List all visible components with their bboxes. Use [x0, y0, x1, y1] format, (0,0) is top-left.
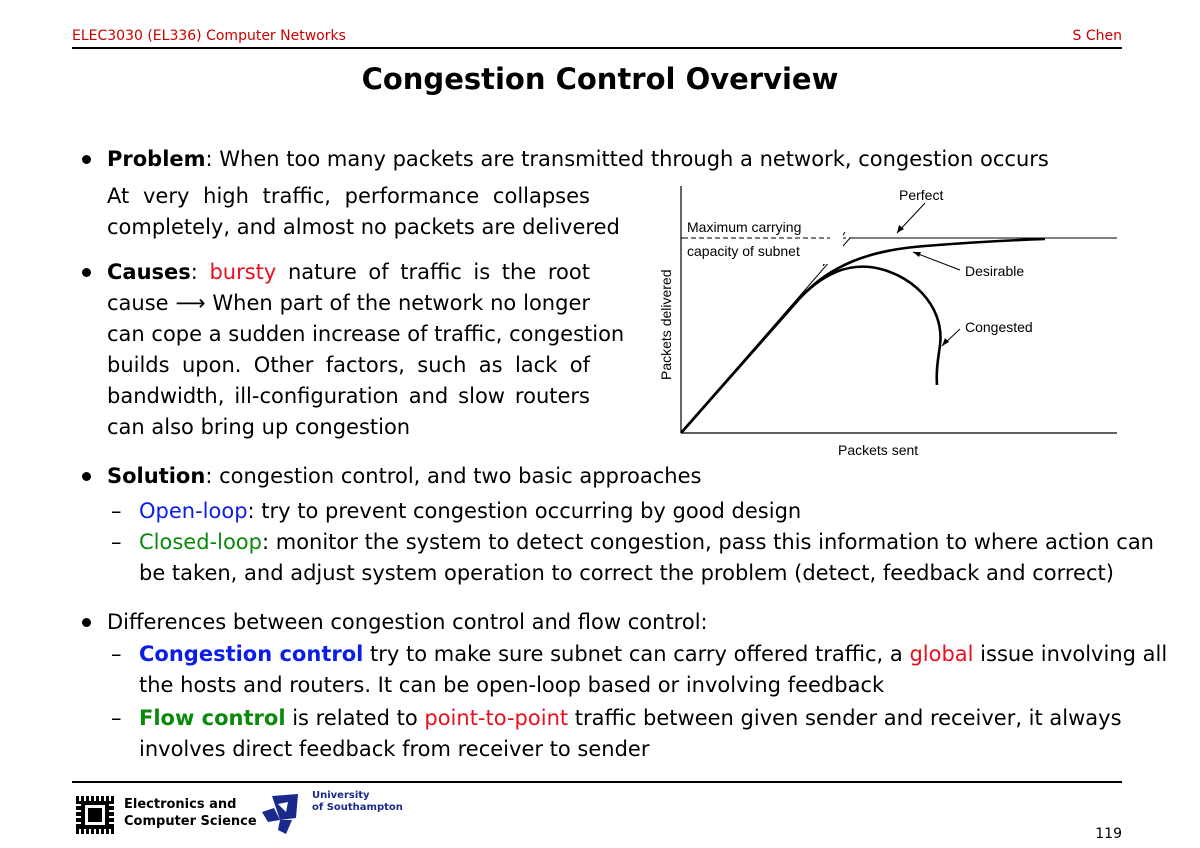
flow-dash: –	[111, 706, 122, 730]
ecs-chip-icon	[76, 796, 114, 834]
problem-sub-line1: At very high traffic, performance collapses	[107, 184, 590, 208]
university-crest-icon	[258, 790, 306, 838]
closed-loop-label: Closed-loop	[139, 530, 262, 554]
congestion-text-b: issue involving all	[973, 642, 1168, 666]
author-name: S Chen	[1072, 28, 1122, 44]
flow-control-label: Flow control	[139, 706, 286, 730]
open-loop-line	[139, 496, 801, 527]
causes-line5: bandwidth, ill-configuration and slow routers	[107, 384, 590, 408]
problem-line	[107, 144, 1049, 175]
uos-logo-text	[312, 790, 403, 814]
flow-control-line	[139, 703, 1122, 734]
closed-loop-line2: be taken, and adjust system operation to correct the problem (detect, feedback and correct)	[139, 561, 1114, 585]
bullet-differences	[82, 618, 91, 627]
ecs-line1: Electronics and	[124, 797, 237, 812]
y-axis-label: Packets delivered	[658, 269, 674, 380]
perfect-curve	[681, 238, 1117, 433]
solution-text: : congestion control, and two basic approaches	[205, 464, 702, 488]
bullet-problem	[82, 155, 91, 164]
ecs-logo-text	[124, 796, 257, 830]
causes-line1	[107, 257, 590, 288]
congested-curve	[681, 267, 940, 433]
congestion-dash: –	[111, 642, 122, 666]
problem-label: Problem	[107, 147, 206, 171]
closed-loop-text: : monitor the system to detect congestion, pass this information to where action can	[261, 530, 1154, 554]
label-perfect: Perfect	[899, 187, 944, 203]
uos-line1: University	[312, 790, 370, 801]
differences-intro: Differences between congestion control and flow control:	[107, 610, 708, 634]
congestion-figure	[655, 180, 1125, 465]
causes-colon: :	[190, 260, 198, 284]
causes-line6: can also bring up congestion	[107, 415, 411, 439]
flow-highlight: point-to-point	[424, 706, 569, 730]
congestion-highlight: global	[909, 642, 974, 666]
solution-line	[107, 461, 701, 492]
problem-sub-line2: completely, and almost no packets are delivered	[107, 215, 620, 239]
flow-text-b: traffic between given sender and receiver, it always	[568, 706, 1122, 730]
course-title: ELEC3030 (EL336) Computer Networks	[72, 28, 346, 44]
causes-line1-rest: nature of traffic is the root	[287, 260, 590, 284]
flow-text-a: is related to	[285, 706, 425, 730]
uos-line2: of Southampton	[312, 802, 403, 813]
congestion-control-label: Congestion control	[139, 642, 364, 666]
causes-line4: builds upon. Other factors, such as lack of	[107, 353, 590, 377]
bullet-causes	[82, 268, 91, 277]
bullet-solution	[82, 472, 91, 481]
ecs-line2: Computer Science	[124, 814, 257, 829]
slide-title: Congestion Control Overview	[361, 62, 839, 96]
header-divider	[72, 47, 1122, 49]
flow-control-line2: involves direct feedback from receiver to sender	[139, 737, 650, 761]
label-max-line1: Maximum carrying	[687, 219, 802, 235]
footer-divider	[72, 781, 1122, 783]
slide-header	[72, 28, 1122, 48]
causes-label: Causes	[107, 260, 191, 284]
desirable-arrow	[913, 252, 960, 270]
open-loop-label: Open-loop	[139, 499, 248, 523]
problem-text: : When too many packets are transmitted through a network, congestion occurs	[205, 147, 1049, 171]
congestion-control-line2: the hosts and routers. It can be open-loop based or involving feedback	[139, 673, 885, 697]
solution-label: Solution	[107, 464, 206, 488]
causes-highlight: bursty	[209, 260, 277, 284]
label-congested: Congested	[965, 319, 1033, 335]
closed-loop-line	[139, 527, 1154, 558]
congestion-text-a: try to make sure subnet can carry offered traffic, a	[363, 642, 910, 666]
causes-line3: can cope a sudden increase of traffic, congestion	[107, 322, 625, 346]
open-loop-text: : try to prevent congestion occurring by good design	[247, 499, 802, 523]
causes-line2: cause ⟶ When part of the network no longer	[107, 291, 590, 315]
label-max-line2: capacity of subnet	[687, 243, 800, 259]
open-loop-dash: –	[111, 499, 122, 523]
page-number: 119	[1095, 826, 1122, 842]
congestion-control-line	[139, 639, 1167, 670]
closed-loop-dash: –	[111, 530, 122, 554]
label-desirable: Desirable	[965, 263, 1025, 279]
x-axis-label: Packets sent	[838, 442, 919, 458]
